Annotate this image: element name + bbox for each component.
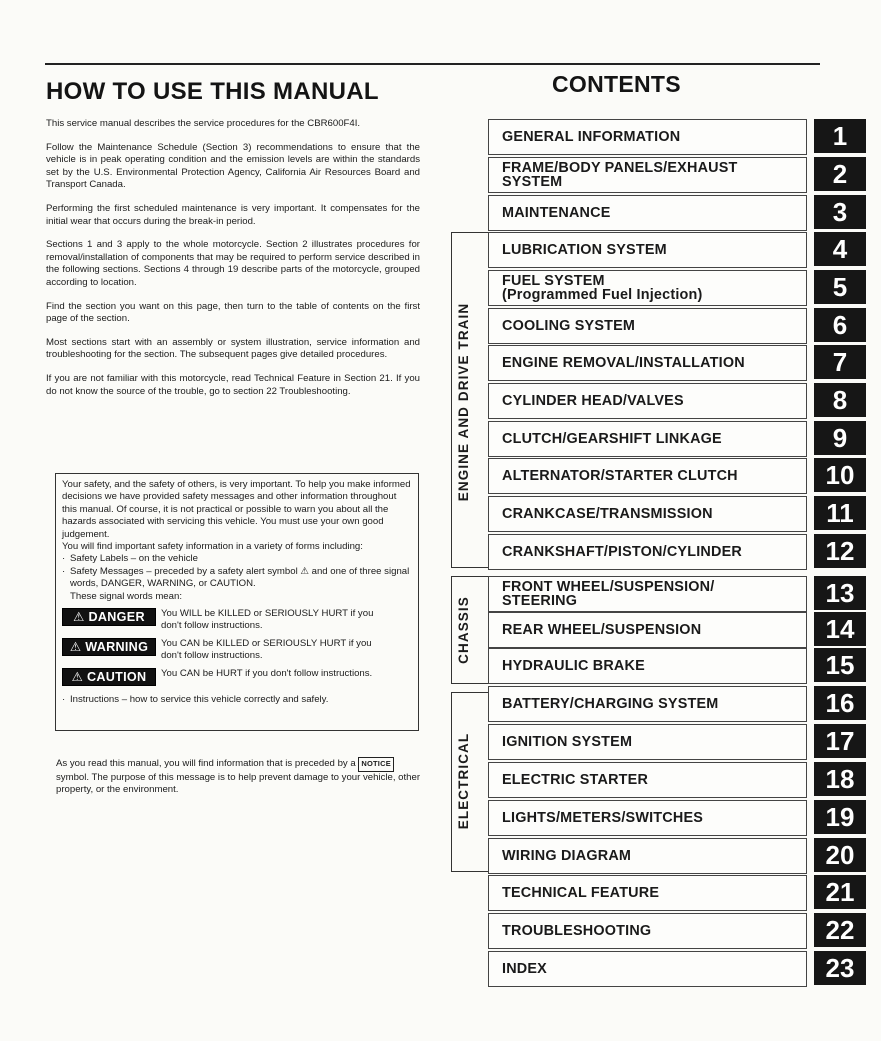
toc-entry-front-wheel[interactable] [488,576,807,612]
section-number-badge: 22 [814,913,866,947]
toc-entry-cylinder-head[interactable] [488,383,807,419]
toc-title-line2: (Programmed Fuel Injection) [502,287,703,303]
signal-words-intro: These signal words mean: [70,590,182,602]
section-number-badge: 9 [814,421,866,455]
toc-title: BATTERY/CHARGING SYSTEM [502,696,719,712]
toc-entry-index[interactable] [488,951,807,987]
toc-entry-lights-meters-switches[interactable] [488,800,807,836]
danger-text: You WILL be KILLED or SERIOUSLY HURT if you don't follow instructions. [161,608,374,632]
section-number-badge: 23 [814,951,866,985]
toc-entry-engine-removal[interactable] [488,345,807,381]
intro-paragraph-1: This service manual describes the service procedures for the CBR600F4I. [46,118,361,129]
toc-title-line2: STEERING [502,593,578,609]
toc-title: LUBRICATION SYSTEM [502,242,667,258]
section-number-badge: 7 [814,345,866,379]
toc-entry-alternator-starter-clutch[interactable] [488,458,807,494]
toc-entry-rear-wheel[interactable] [488,612,807,648]
toc-entry-crankshaft-piston[interactable] [488,534,807,570]
toc-entry-technical-feature[interactable] [488,875,807,911]
toc-title: HYDRAULIC BRAKE [502,658,645,674]
notice-text-before: As you read this manual, you will find information that is preceded by a [56,758,356,769]
section-number-badge: 20 [814,838,866,872]
section-number-badge: 15 [814,648,866,682]
toc-entry-maintenance[interactable] [488,195,807,231]
caution-text: You CAN be HURT if you don't follow instructions. [161,667,373,679]
warning-text: You CAN be KILLED or SERIOUSLY HURT if you don't follow instructions. [161,637,372,662]
section-number-badge: 3 [814,195,866,229]
toc-title: ENGINE REMOVAL/INSTALLATION [502,355,745,371]
engine-group-label: ENGINE AND DRIVE TRAIN [456,302,471,502]
toc-title: TROUBLESHOOTING [502,923,652,939]
section-number-badge: 21 [814,875,866,909]
toc-entry-ignition-system[interactable] [488,724,807,760]
notice-badge: NOTICE [358,757,394,772]
electrical-group-label: ELECTRICAL [456,732,471,830]
page-title: HOW TO USE THIS MANUAL [46,78,379,105]
toc-entry-cooling-system[interactable] [488,308,807,344]
bullet-instructions: · Instructions – how to service this vehicle correctly and safely. [62,694,412,706]
toc-title: CRANKCASE/TRANSMISSION [502,506,713,522]
section-number-badge: 6 [814,308,866,342]
danger-row [62,608,412,633]
intro-paragraph-6: Most sections start with an assembly or system illustration, service information and troubleshooting for the section. The subsequent pages give detailed procedures. [46,336,420,361]
section-number-badge: 11 [814,496,866,530]
toc-entry-electric-starter[interactable] [488,762,807,798]
safety-forms-list [62,553,412,590]
warning-badge: ⚠ WARNING [62,638,156,656]
top-rule [45,63,820,65]
toc-title: FRONT WHEEL/SUSPENSION/ [502,579,715,595]
intro-paragraph-7: If you are not familiar with this motorcycle, read Technical Feature in Section 21. If you do not know the source of the trouble, go to section 22 Troubleshooting. [46,372,420,397]
intro-paragraph-2: Follow the Maintenance Schedule (Section 3) recommendations to ensure that the vehicle is in peak operating condition and the emission levels are within the standards set by the U.S. Environmental Protection Agency, California Air Resources Board and Transport Canada. [46,141,420,191]
toc-title: FRAME/BODY PANELS/EXHAUST [502,160,738,176]
section-number-badge: 8 [814,383,866,417]
bullet-safety-messages: · Safety Messages – preceded by a safety alert symbol ⚠ and one of three signal words, DANGER, WARNING, or CAUTION. [62,566,412,591]
section-number-badge: 18 [814,762,866,796]
section-number-badge: 10 [814,458,866,492]
toc-entry-clutch-gearshift[interactable] [488,421,807,457]
toc-title: ALTERNATOR/STARTER CLUTCH [502,468,738,484]
safety-box [55,473,419,731]
caution-badge: ⚠ CAUTION [62,668,156,686]
toc-entry-lubrication-system[interactable] [488,232,807,268]
toc-title: COOLING SYSTEM [502,318,636,334]
toc-title: REAR WHEEL/SUSPENSION [502,622,702,638]
contents-title: CONTENTS [552,71,681,97]
toc-title: TECHNICAL FEATURE [502,885,660,901]
toc-title: IGNITION SYSTEM [502,734,633,750]
section-number-badge: 5 [814,270,866,304]
toc-entry-fuel-system[interactable] [488,270,807,306]
toc-title: LIGHTS/METERS/SWITCHES [502,810,704,826]
chassis-group-label: CHASSIS [456,596,471,664]
section-number-badge: 17 [814,724,866,758]
section-number-badge: 12 [814,534,866,568]
safety-forms-line: You will find important safety information in a variety of forms including: [62,541,363,553]
caution-row [62,668,412,686]
toc-title: WIRING DIAGRAM [502,848,632,864]
intro-text [46,118,420,409]
toc-entry-wiring-diagram[interactable] [488,838,807,874]
intro-paragraph-4: Sections 1 and 3 apply to the whole motorcycle. Section 2 illustrates procedures for removal/installation of components that may be required to perform service described in the following sections. Sections 4 through 19 describe parts of the motorcycle, grouped according to location. [46,239,420,288]
danger-badge: ⚠ DANGER [62,608,156,626]
notice-paragraph [56,757,424,797]
toc-entry-crankcase-transmission[interactable] [488,496,807,532]
notice-text-after: symbol. The purpose of this message is to help prevent damage to your vehicle, other property, or the environment. [56,771,421,796]
warning-row [62,638,412,663]
toc-title: CYLINDER HEAD/VALVES [502,393,684,409]
intro-paragraph-5: Find the section you want on this page, then turn to the table of contents on the first page of the section. [46,300,420,325]
toc-title: MAINTENANCE [502,205,611,221]
toc-title: GENERAL INFORMATION [502,129,681,145]
toc-title-line2: SYSTEM [502,174,563,190]
instructions-list [62,694,412,706]
safety-intro: Your safety, and the safety of others, is very important. To help you make informed decisions we have provided safety messages and other information throughout this manual. Of course, it is not practical or possible to warn you about all the hazards associated with servicing this vehicle. You must use your own good judgement. [62,479,411,540]
section-number-badge: 16 [814,686,866,720]
toc-title: INDEX [502,961,547,977]
toc-entry-troubleshooting[interactable] [488,913,807,949]
bullet-safety-labels: · Safety Labels – on the vehicle [62,553,412,565]
section-number-badge: 19 [814,800,866,834]
section-number-badge: 4 [814,232,866,266]
toc-title: ELECTRIC STARTER [502,772,649,788]
toc-entry-hydraulic-brake[interactable] [488,648,807,684]
toc-entry-general-information[interactable] [488,119,807,155]
toc-title: FUEL SYSTEM [502,273,605,289]
section-number-badge: 2 [814,157,866,191]
section-number-badge: 13 [814,576,866,610]
section-number-badge: 1 [814,119,866,153]
toc-title: CRANKSHAFT/PISTON/CYLINDER [502,544,742,560]
toc-entry-battery-charging[interactable] [488,686,807,722]
intro-paragraph-3: Performing the first scheduled maintenance is very important. It compensates for the initial wear that occurs during the break-in period. [46,202,420,227]
toc-entry-frame-body-panels[interactable] [488,157,807,193]
toc-title: CLUTCH/GEARSHIFT LINKAGE [502,431,722,447]
section-number-badge: 14 [814,612,866,646]
